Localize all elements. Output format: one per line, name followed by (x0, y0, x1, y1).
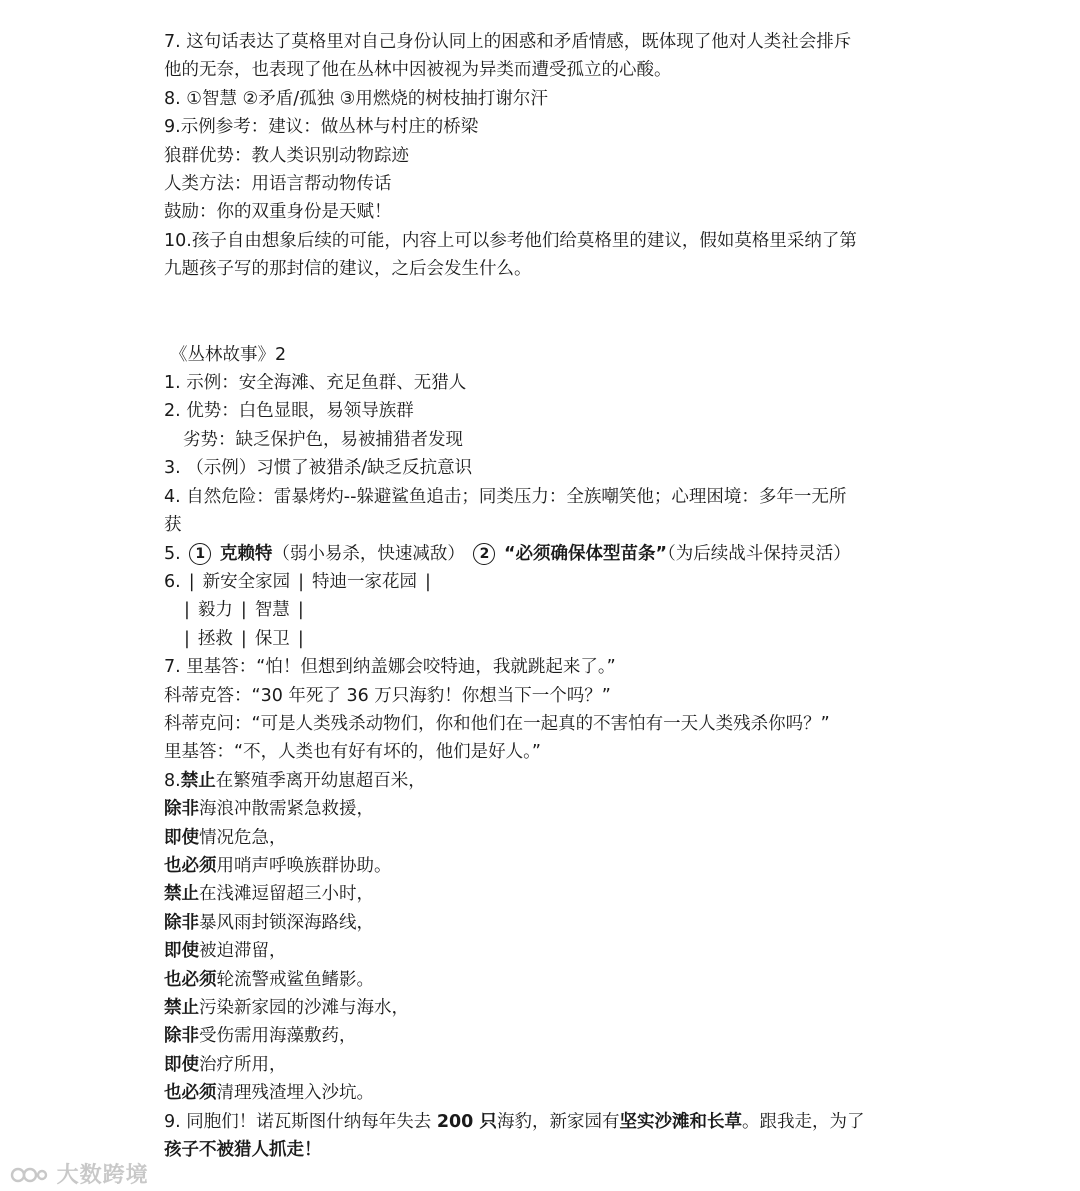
q6-cell: 新安全家园 (202, 571, 291, 592)
q9-text-4: ！ (304, 1140, 322, 1161)
document-page (164, 28, 924, 1164)
q5-answer-2: “必须确保体型苗条” (504, 543, 668, 564)
q8-keyword: 也必须 (164, 1083, 217, 1104)
q8-rule-line (164, 909, 924, 937)
q8-rule-line (164, 966, 924, 994)
q6-cell: 拯救 (197, 628, 233, 649)
q8-rule-line (164, 880, 924, 908)
q8-keyword: 即使 (164, 827, 199, 848)
q8-keyword: 也必须 (164, 855, 217, 876)
q8-rule-text: 用哨声呼唤族群协助。 (216, 855, 392, 876)
q8-rule-text: 治疗所用， (199, 1054, 287, 1075)
q9-answer: 9.示例参考：建议：做丛林与村庄的桥梁 (164, 117, 479, 138)
q6-cell: 毅力 (197, 600, 233, 621)
p2-q4-line-2: 获 (164, 515, 182, 536)
q8-keyword: 除非 (164, 799, 199, 820)
q10-line-1: 10.孩子自由想象后续的可能，内容上可以参考他们给莫格里的建议，假如莫格里采纳了第 (164, 230, 857, 251)
q8-rule-text: 暴风雨封锁深海路线， (199, 912, 374, 933)
q8-rule-line (164, 852, 924, 880)
q8-rule-line (164, 795, 924, 823)
p2-q2-advantage: 2. 优势：白色显眼，易领导族群 (164, 401, 414, 422)
section-gap (164, 284, 924, 341)
q8-keyword: 禁止 (164, 884, 199, 905)
p2-q7-line-3: 科蒂克问：“可是人类残杀动物们，你和他们在一起真的不害怕有一天人类残杀你吗？” (164, 713, 830, 734)
p2-q4-line-1: 4. 自然危险：雷暴烤灼--躲避鲨鱼追击；同类压力：全族嘲笑他；心理困境：多年一无所 (164, 486, 847, 507)
watermark (10, 1158, 149, 1189)
q8-keyword: 禁止 (180, 770, 216, 791)
q8-rule-text: 在繁殖季离开幼崽超百米， (215, 770, 426, 791)
q9-text-1: 9. 同胞们！诺瓦斯图什纳每年失去 (164, 1111, 437, 1132)
q5-reason-1: （弱小易杀，快速减敌） (272, 543, 465, 564)
p2-q6-row-3: | 拯救 | 保卫 | (184, 628, 304, 649)
q9-bold-2: 坚实沙滩和长草 (619, 1111, 742, 1132)
q5-reason-2: （为后续战斗保持灵活） (667, 543, 851, 564)
p2-q7-line-4: 里基答：“不，人类也有好有坏的，他们是好人。” (164, 742, 541, 763)
section-title: 《丛林故事》2 (170, 344, 287, 365)
q7-line-1: 7. 这句话表达了莫格里对自己身份认同上的困惑和矛盾情感，既体现了他对人类社会排斥 (164, 32, 852, 52)
p2-q6-row-1: 6. | 新安全家园 | 特迪一家花园 | (164, 571, 431, 592)
p2-q8-rules (164, 767, 924, 1108)
q8-answer: 8. ①智慧 ②矛盾/孤独 ③用燃烧的树枝抽打谢尔汗 (164, 88, 548, 109)
p2-q7-line-1: 7. 里基答：“怕！但想到纳盖娜会咬特迪，我就跳起来了。” (164, 657, 616, 678)
q8-rule-text: 被迫滞留， (199, 941, 287, 962)
q8-rule-line (164, 994, 924, 1022)
q8-keyword: 除非 (164, 1026, 199, 1047)
q9-text-2: 海豹，新家园有 (496, 1111, 620, 1132)
q8-rule-text: 轮流警戒鲨鱼鳍影。 (216, 969, 374, 990)
q8-rule-text: 情况危急， (199, 827, 287, 848)
circled-number-2: 2 (473, 543, 495, 565)
p2-q3: 3. （示例）习惯了被猎杀/缺乏反抗意识 (164, 458, 473, 479)
q8-keyword: 即使 (164, 941, 199, 962)
q8-rule-line (164, 824, 924, 852)
p2-q5 (164, 540, 924, 568)
q9-human-method: 人类方法：用语言帮动物传话 (164, 174, 392, 195)
q8-rule-text: 清理残渣埋入沙坑。 (216, 1083, 374, 1104)
watermark-logo-icon (10, 1163, 48, 1185)
p2-q7-line-2: 科蒂克答：“30 年死了 36 万只海豹！你想当下一个吗？” (164, 685, 611, 706)
q10-line-2: 九题孩子写的那封信的建议，之后会发生什么。 (164, 259, 532, 280)
q5-prefix: 5. (164, 543, 181, 564)
q8-rule-text: 污染新家园的沙滩与海水， (199, 998, 409, 1018)
circled-number-1: 1 (189, 543, 211, 565)
q8-rule-line (164, 1022, 924, 1050)
watermark-text: 大数跨境 (56, 1163, 149, 1188)
q8-rule-text: 海浪冲散需紧急救援， (199, 799, 374, 820)
q8-keyword: 禁止 (164, 998, 199, 1018)
p2-q1: 1. 示例：安全海滩、充足鱼群、无猎人 (164, 373, 467, 394)
q6-cell: 保卫 (254, 628, 290, 649)
q9-wolf-advantage: 狼群优势：教人类识别动物踪迹 (164, 145, 409, 166)
q8-rule-text: 受伤需用海藻敷药， (199, 1026, 357, 1047)
q8-rule-line (164, 937, 924, 965)
p2-q2-disadvantage: 劣势：缺乏保护色，易被捕猎者发现 (183, 429, 463, 450)
q9-encouragement: 鼓励：你的双重身份是天赋！ (164, 202, 392, 223)
q9-bold-1: 200 只 (436, 1111, 497, 1132)
q8-rule-line (164, 1079, 924, 1107)
q9-text-3: 。跟我走，为了 (741, 1111, 865, 1132)
q8-rule-text: 在浅滩逗留超三小时， (199, 884, 374, 905)
q6-cell: 特迪一家花园 (312, 571, 418, 592)
q9-bold-3: 孩子不被猎人抓走 (164, 1140, 304, 1161)
q6-cell: 智慧 (254, 600, 290, 621)
q5-answer-1: 克赖特 (219, 543, 273, 564)
q8-rule-line (164, 1051, 924, 1079)
p2-q9-line-2 (164, 1136, 924, 1164)
q8-keyword: 也必须 (164, 969, 217, 990)
p2-q6-row-2: | 毅力 | 智慧 | (184, 600, 304, 621)
q8-prefix: 8. (164, 770, 181, 791)
q7-line-2: 他的无奈，也表现了他在丛林中因被视为异类而遭受孤立的心酸。 (164, 60, 672, 81)
p2-q9-line-1 (164, 1108, 924, 1136)
q8-keyword: 除非 (164, 912, 199, 933)
q6-prefix: 6. (164, 571, 181, 592)
q8-keyword: 即使 (164, 1054, 199, 1075)
q8-rule-line (164, 767, 924, 795)
